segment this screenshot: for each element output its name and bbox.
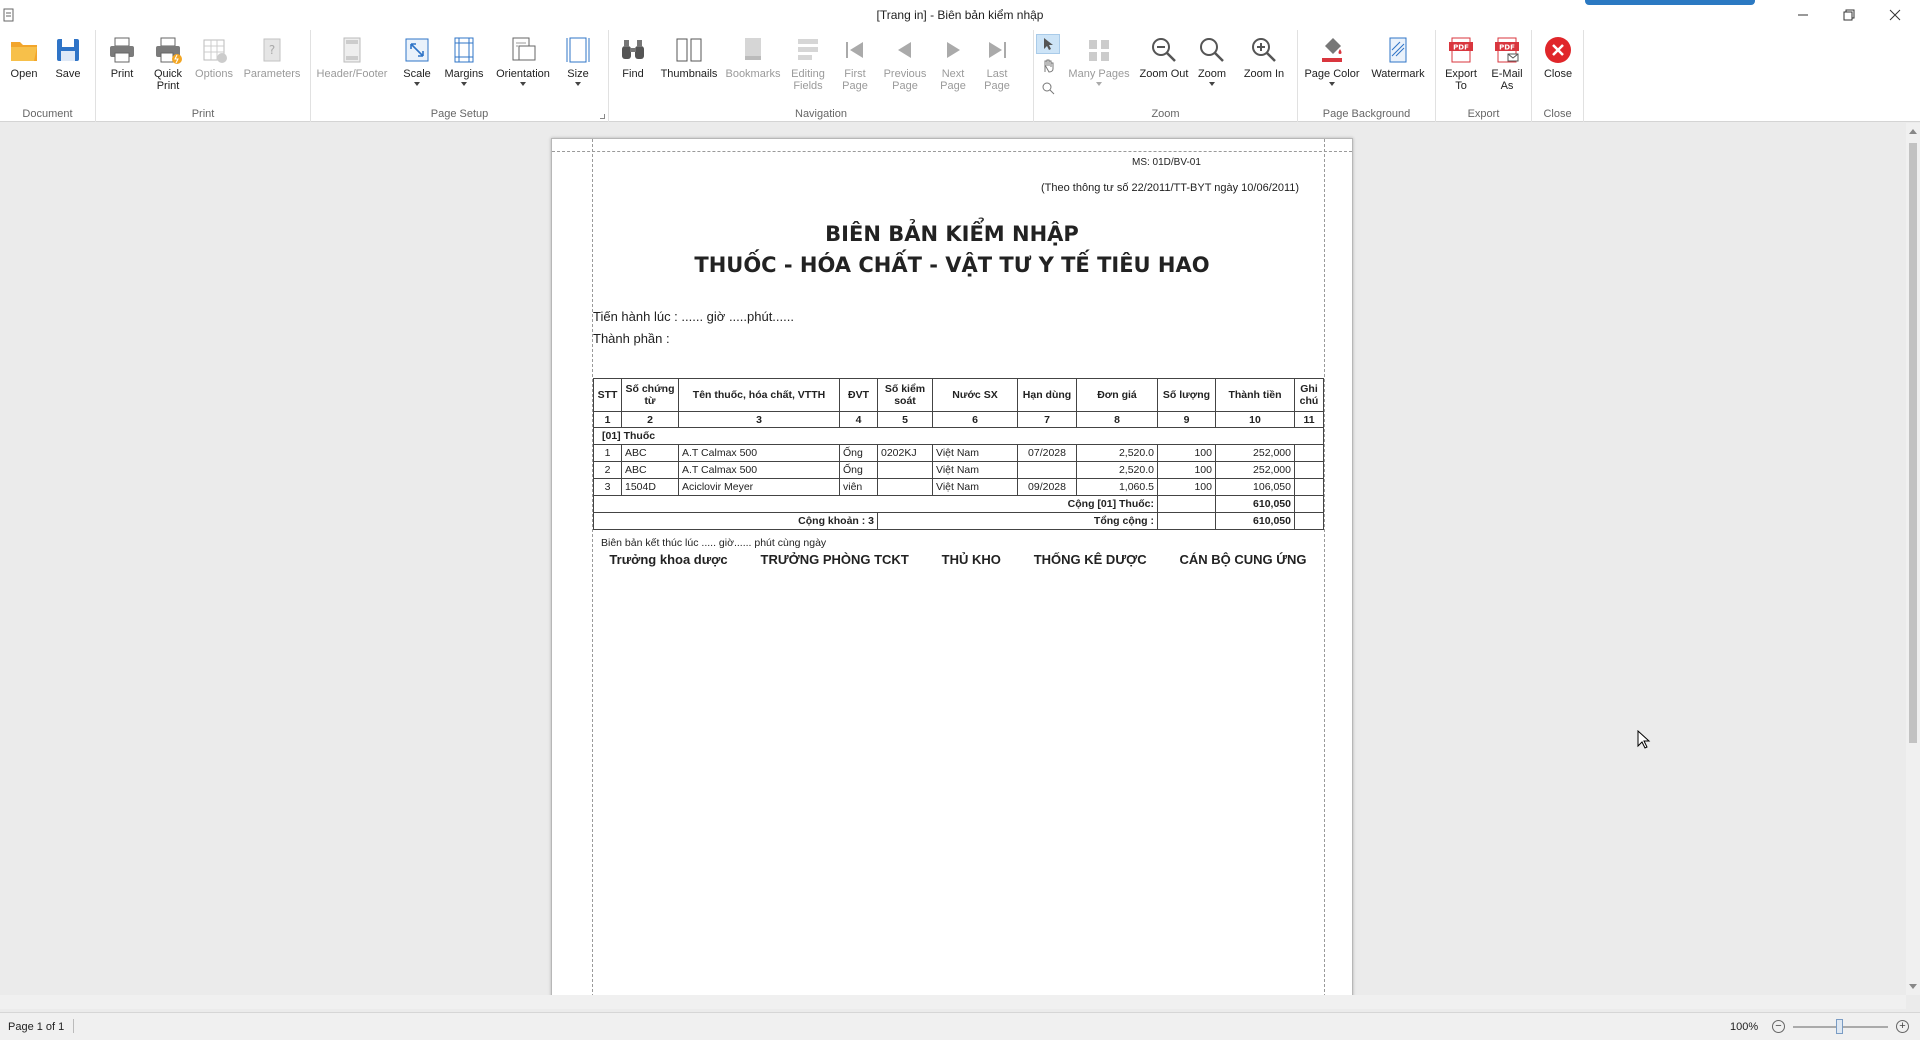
save-button[interactable]: [50, 34, 86, 80]
cell-doc: 1504D: [622, 479, 679, 496]
column-number: 4: [840, 412, 878, 428]
options-icon: [198, 34, 230, 66]
group-name: [01] Thuốc: [594, 428, 1324, 445]
svg-text:?: ?: [268, 43, 276, 57]
margins-icon: [448, 34, 480, 66]
vertical-scrollbar[interactable]: [1906, 123, 1920, 995]
ribbon-group-close: [1532, 30, 1584, 122]
cell-expiry: 09/2028: [1018, 479, 1077, 496]
report-page: [551, 138, 1353, 995]
scale-icon: [401, 34, 433, 66]
magnifier-icon: [1041, 81, 1055, 95]
grand-total-spacer: [1158, 513, 1216, 530]
first-page-label-2: Page: [842, 80, 868, 92]
cell-qty: 100: [1158, 479, 1216, 496]
pointer-icon: [1042, 37, 1054, 51]
window-close-button[interactable]: [1872, 0, 1918, 30]
close-preview-button[interactable]: [1540, 34, 1576, 80]
header-footer-icon: [336, 34, 368, 66]
closing-line: Biên bản kết thúc lúc ..... giờ...... phút cùng ngày: [601, 537, 827, 549]
column-number: 9: [1158, 412, 1216, 428]
zoom-out-icon: [1148, 34, 1180, 66]
group-label-navigation: Navigation: [795, 108, 847, 120]
editing-fields-button[interactable]: [787, 34, 829, 92]
size-button[interactable]: [561, 34, 595, 86]
table-header-row: [594, 379, 1324, 412]
ribbon-group-navigation: [609, 30, 1034, 122]
mouse-cursor-icon: [1637, 730, 1651, 750]
cell-name: A.T Calmax 500: [679, 445, 840, 462]
cell-stt: 2: [594, 462, 622, 479]
binoculars-icon: [617, 34, 649, 66]
svg-text:PDF: PDF: [1499, 43, 1515, 52]
size-label: Size: [567, 68, 589, 80]
parameters-label: Parameters: [243, 68, 301, 80]
zoom-out-button[interactable]: [1138, 34, 1190, 80]
group-total-spacer: [1158, 496, 1216, 513]
cell-control: [878, 462, 933, 479]
email-as-label-2: As: [1500, 80, 1514, 92]
folder-icon: [8, 34, 40, 66]
zoom-icon: [1196, 34, 1228, 66]
page-setup-dialog-launcher[interactable]: [600, 114, 605, 119]
next-page-icon: [937, 34, 969, 66]
many-pages-icon: [1083, 34, 1115, 66]
restore-icon: [1843, 9, 1855, 21]
group-total-label: Cộng [01] Thuốc:: [594, 496, 1158, 513]
ribbon-group-document: [0, 30, 96, 122]
next-page-button[interactable]: [935, 34, 971, 92]
magnifier-tool[interactable]: [1036, 78, 1060, 98]
signer-title: THỦ KHO: [941, 552, 1001, 567]
table-row: [594, 445, 1324, 462]
bookmarks-button[interactable]: [725, 34, 781, 80]
document-viewport[interactable]: [0, 123, 1906, 995]
cell-price: 1,060.5: [1077, 479, 1158, 496]
window-title: [Trang in] - Biên bản kiểm nhập: [876, 8, 1044, 22]
ribbon-group-page-setup: [311, 30, 609, 122]
group-label-zoom: Zoom: [1151, 108, 1180, 120]
table-row: [594, 479, 1324, 496]
bookmarks-label: Bookmarks: [725, 68, 781, 80]
email-as-label-1: E-Mail: [1491, 68, 1523, 80]
last-page-button[interactable]: [979, 34, 1015, 92]
orientation-label: Orientation: [496, 68, 550, 80]
group-label-export: Export: [1467, 108, 1500, 120]
cell-note: [1295, 479, 1324, 496]
cell-note: [1295, 445, 1324, 462]
cell-name: Aciclovir Meyer: [679, 479, 840, 496]
column-header: Số lượng: [1158, 379, 1216, 412]
next-page-label-1: Next: [941, 68, 965, 80]
hand-tool[interactable]: [1036, 56, 1060, 76]
svg-text:PDF: PDF: [1453, 43, 1469, 52]
close-circle-icon: [1542, 34, 1574, 66]
time-line: Tiến hành lúc : ...... giờ .....phút......: [593, 309, 794, 324]
title-accent: [1585, 0, 1755, 5]
signer-title: CÁN BỘ CUNG ỨNG: [1179, 552, 1307, 567]
email-as-button[interactable]: [1486, 34, 1528, 92]
table-body: [594, 428, 1324, 496]
page-color-button[interactable]: [1304, 34, 1360, 86]
column-number: 7: [1018, 412, 1077, 428]
report-subtitle: THUỐC - HÓA CHẤT - VẬT TƯ Y TẾ TIÊU HAO: [694, 253, 1210, 277]
options-label: Options: [195, 68, 233, 80]
margins-dropdown-caret: [461, 82, 467, 86]
grand-total-row: [594, 513, 1324, 530]
title-bar: [0, 0, 1920, 30]
column-header: Số chứng từ: [622, 379, 679, 412]
cell-name: A.T Calmax 500: [679, 462, 840, 479]
restore-button[interactable]: [1826, 0, 1872, 30]
inspection-table: [593, 378, 1324, 530]
cell-control: [878, 479, 933, 496]
column-header: ĐVT: [840, 379, 878, 412]
find-button[interactable]: [615, 34, 651, 80]
export-to-label-1: Export: [1445, 68, 1477, 80]
zoom-button[interactable]: [1194, 34, 1230, 86]
zoom-in-icon: [1248, 34, 1280, 66]
margins-button[interactable]: [441, 34, 487, 86]
parameters-button[interactable]: [242, 34, 302, 80]
report-title: BIÊN BẢN KIỂM NHẬP: [825, 222, 1079, 246]
group-total-row: [594, 496, 1324, 513]
signature-block: [593, 552, 1323, 567]
scale-button[interactable]: [399, 34, 435, 86]
column-header: Đơn giá: [1077, 379, 1158, 412]
cell-price: 2,520.0: [1077, 445, 1158, 462]
grand-total-note: [1295, 513, 1324, 530]
quick-print-button[interactable]: [148, 34, 188, 92]
watermark-icon: [1382, 34, 1414, 66]
first-page-button[interactable]: [837, 34, 873, 92]
thumbnails-icon: [673, 34, 705, 66]
thumbnails-label: Thumbnails: [660, 68, 718, 80]
zoom-in-button[interactable]: [1240, 34, 1288, 80]
margins-label: Margins: [444, 68, 484, 80]
options-button[interactable]: [192, 34, 236, 80]
header-footer-button[interactable]: [316, 34, 388, 80]
hand-icon: [1041, 59, 1055, 73]
close-icon: [1889, 9, 1901, 21]
group-label-print: Print: [191, 108, 215, 120]
last-page-label-1: Last: [986, 68, 1008, 80]
group-label-document: Document: [22, 108, 73, 120]
cell-amount: 252,000: [1216, 462, 1295, 479]
column-number: 8: [1077, 412, 1158, 428]
cell-doc: ABC: [622, 462, 679, 479]
zoom-dropdown-caret: [1209, 82, 1215, 86]
column-number: 2: [622, 412, 679, 428]
zoom-minus-icon[interactable]: −: [1772, 1020, 1785, 1033]
find-label: Find: [622, 68, 644, 80]
vertical-scroll-thumb[interactable]: [1909, 143, 1917, 743]
column-header: Ghi chú: [1295, 379, 1324, 412]
cell-unit: Ống: [840, 445, 878, 462]
previous-page-icon: [889, 34, 921, 66]
page-color-label: Page Color: [1304, 68, 1360, 80]
scale-label: Scale: [403, 68, 431, 80]
save-icon: [52, 34, 84, 66]
column-number: 6: [933, 412, 1018, 428]
signer-title: Trưởng khoa dược: [609, 552, 728, 567]
open-button[interactable]: [6, 34, 42, 80]
quick-print-icon: [152, 34, 184, 66]
parameters-icon: [256, 34, 288, 66]
group-row: [594, 428, 1324, 445]
cell-country: Việt Nam: [933, 445, 1018, 462]
zoom-in-label: Zoom In: [1243, 68, 1285, 80]
top-margin-guide: [552, 151, 1352, 152]
zoom-percentage: 100%: [1730, 1021, 1759, 1033]
pointer-tool[interactable]: [1036, 34, 1060, 54]
header-footer-label: Header/Footer: [316, 68, 388, 80]
first-page-icon: [839, 34, 871, 66]
column-number: 5: [878, 412, 933, 428]
cell-price: 2,520.0: [1077, 462, 1158, 479]
export-to-button[interactable]: [1440, 34, 1482, 92]
quick-print-label-1: Quick: [153, 68, 183, 80]
last-page-icon: [981, 34, 1013, 66]
cell-stt: 3: [594, 479, 622, 496]
column-header: Nước SX: [933, 379, 1018, 412]
cell-unit: Ống: [840, 462, 878, 479]
column-number: 3: [679, 412, 840, 428]
editing-fields-label-1: Editing: [791, 68, 825, 80]
column-number-row: [594, 412, 1324, 428]
column-number: 10: [1216, 412, 1295, 428]
cell-control: 0202KJ: [878, 445, 933, 462]
column-number: 1: [594, 412, 622, 428]
watermark-label: Watermark: [1371, 68, 1425, 80]
ribbon: [0, 30, 1920, 122]
pdf-export-icon: [1445, 34, 1477, 66]
save-label: Save: [55, 68, 81, 80]
bookmark-icon: [737, 34, 769, 66]
zoom-out-label: Zoom Out: [1139, 68, 1189, 80]
previous-page-label-2: Page: [892, 80, 918, 92]
ribbon-group-page-background: [1298, 30, 1436, 122]
zoom-plus-icon[interactable]: +: [1896, 1020, 1909, 1033]
circular-reference: (Theo thông tư số 22/2011/TT-BYT ngày 10/06/2011): [1041, 182, 1300, 194]
grand-total-label: Tổng cộng :: [878, 513, 1158, 530]
cell-doc: ABC: [622, 445, 679, 462]
size-dropdown-caret: [575, 82, 581, 86]
close-preview-label: Close: [1543, 68, 1573, 80]
scroll-down-icon[interactable]: [1909, 984, 1917, 989]
cell-expiry: [1018, 462, 1077, 479]
column-header: STT: [594, 379, 622, 412]
thumbnails-button[interactable]: [661, 34, 717, 80]
group-total-note: [1295, 496, 1324, 513]
cell-country: Việt Nam: [933, 479, 1018, 496]
print-button[interactable]: [104, 34, 140, 80]
signer-title: TRƯỞNG PHÒNG TCKT: [760, 552, 909, 567]
item-count: Cộng khoản : 3: [594, 513, 878, 530]
page-size-icon: [562, 34, 594, 66]
column-header: Thành tiền: [1216, 379, 1295, 412]
status-separator: [73, 1019, 74, 1033]
cell-expiry: 07/2028: [1018, 445, 1077, 462]
watermark-button[interactable]: [1368, 34, 1428, 80]
members-line: Thành phần :: [593, 331, 670, 346]
minimize-button[interactable]: [1780, 0, 1826, 30]
cursor-mode-tools: [1036, 34, 1064, 100]
cell-amount: 106,050: [1216, 479, 1295, 496]
group-label-page-background: Page Background: [1322, 108, 1411, 120]
status-bar: [0, 1012, 1920, 1040]
quick-print-label-2: Print: [156, 80, 180, 92]
orientation-icon: [507, 34, 539, 66]
ribbon-group-zoom: [1034, 30, 1298, 122]
table-row: [594, 462, 1324, 479]
column-header: Hạn dùng: [1018, 379, 1077, 412]
cell-qty: 100: [1158, 445, 1216, 462]
group-label-page-setup: Page Setup: [430, 108, 489, 120]
page-indicator: Page 1 of 1: [8, 1021, 65, 1033]
cell-note: [1295, 462, 1324, 479]
ribbon-group-export: [1436, 30, 1532, 122]
print-label: Print: [110, 68, 134, 80]
page-color-dropdown-caret: [1329, 82, 1335, 86]
orientation-dropdown-caret: [520, 82, 526, 86]
cell-qty: 100: [1158, 462, 1216, 479]
printer-icon: [106, 34, 138, 66]
many-pages-dropdown-caret: [1096, 82, 1102, 86]
first-page-label-1: First: [844, 68, 866, 80]
open-label: Open: [10, 68, 38, 80]
column-header: Tên thuốc, hóa chất, VTTH: [679, 379, 840, 412]
cell-amount: 252,000: [1216, 445, 1295, 462]
zoom-label: Zoom: [1197, 68, 1227, 80]
many-pages-label: Many Pages: [1068, 68, 1130, 80]
scroll-up-icon[interactable]: [1909, 129, 1917, 134]
many-pages-button[interactable]: [1068, 34, 1130, 86]
scale-dropdown-caret: [414, 82, 420, 86]
cell-country: Việt Nam: [933, 462, 1018, 479]
column-header: Số kiểm soát: [878, 379, 933, 412]
previous-page-button[interactable]: [881, 34, 929, 92]
zoom-slider-thumb[interactable]: [1836, 1019, 1843, 1034]
next-page-label-2: Page: [940, 80, 966, 92]
signer-title: THỐNG KÊ DƯỢC: [1033, 552, 1147, 567]
column-number: 11: [1295, 412, 1324, 428]
paint-bucket-icon: [1316, 34, 1348, 66]
cell-unit: viên: [840, 479, 878, 496]
cell-stt: 1: [594, 445, 622, 462]
minimize-icon: [1797, 9, 1809, 21]
export-to-label-2: To: [1455, 80, 1467, 92]
group-label-close: Close: [1543, 108, 1572, 120]
editing-fields-label-2: Fields: [793, 80, 823, 92]
form-code: MS: 01D/BV-01: [1132, 157, 1201, 168]
horizontal-scrollbar[interactable]: [0, 995, 1906, 1009]
previous-page-label-1: Previous: [883, 68, 927, 80]
group-total-value: 610,050: [1216, 496, 1295, 513]
last-page-label-2: Page: [984, 80, 1010, 92]
grand-total-value: 610,050: [1216, 513, 1295, 530]
editing-fields-icon: [792, 34, 824, 66]
pdf-email-icon: [1491, 34, 1523, 66]
orientation-button[interactable]: [493, 34, 553, 86]
ribbon-group-print: [96, 30, 311, 122]
